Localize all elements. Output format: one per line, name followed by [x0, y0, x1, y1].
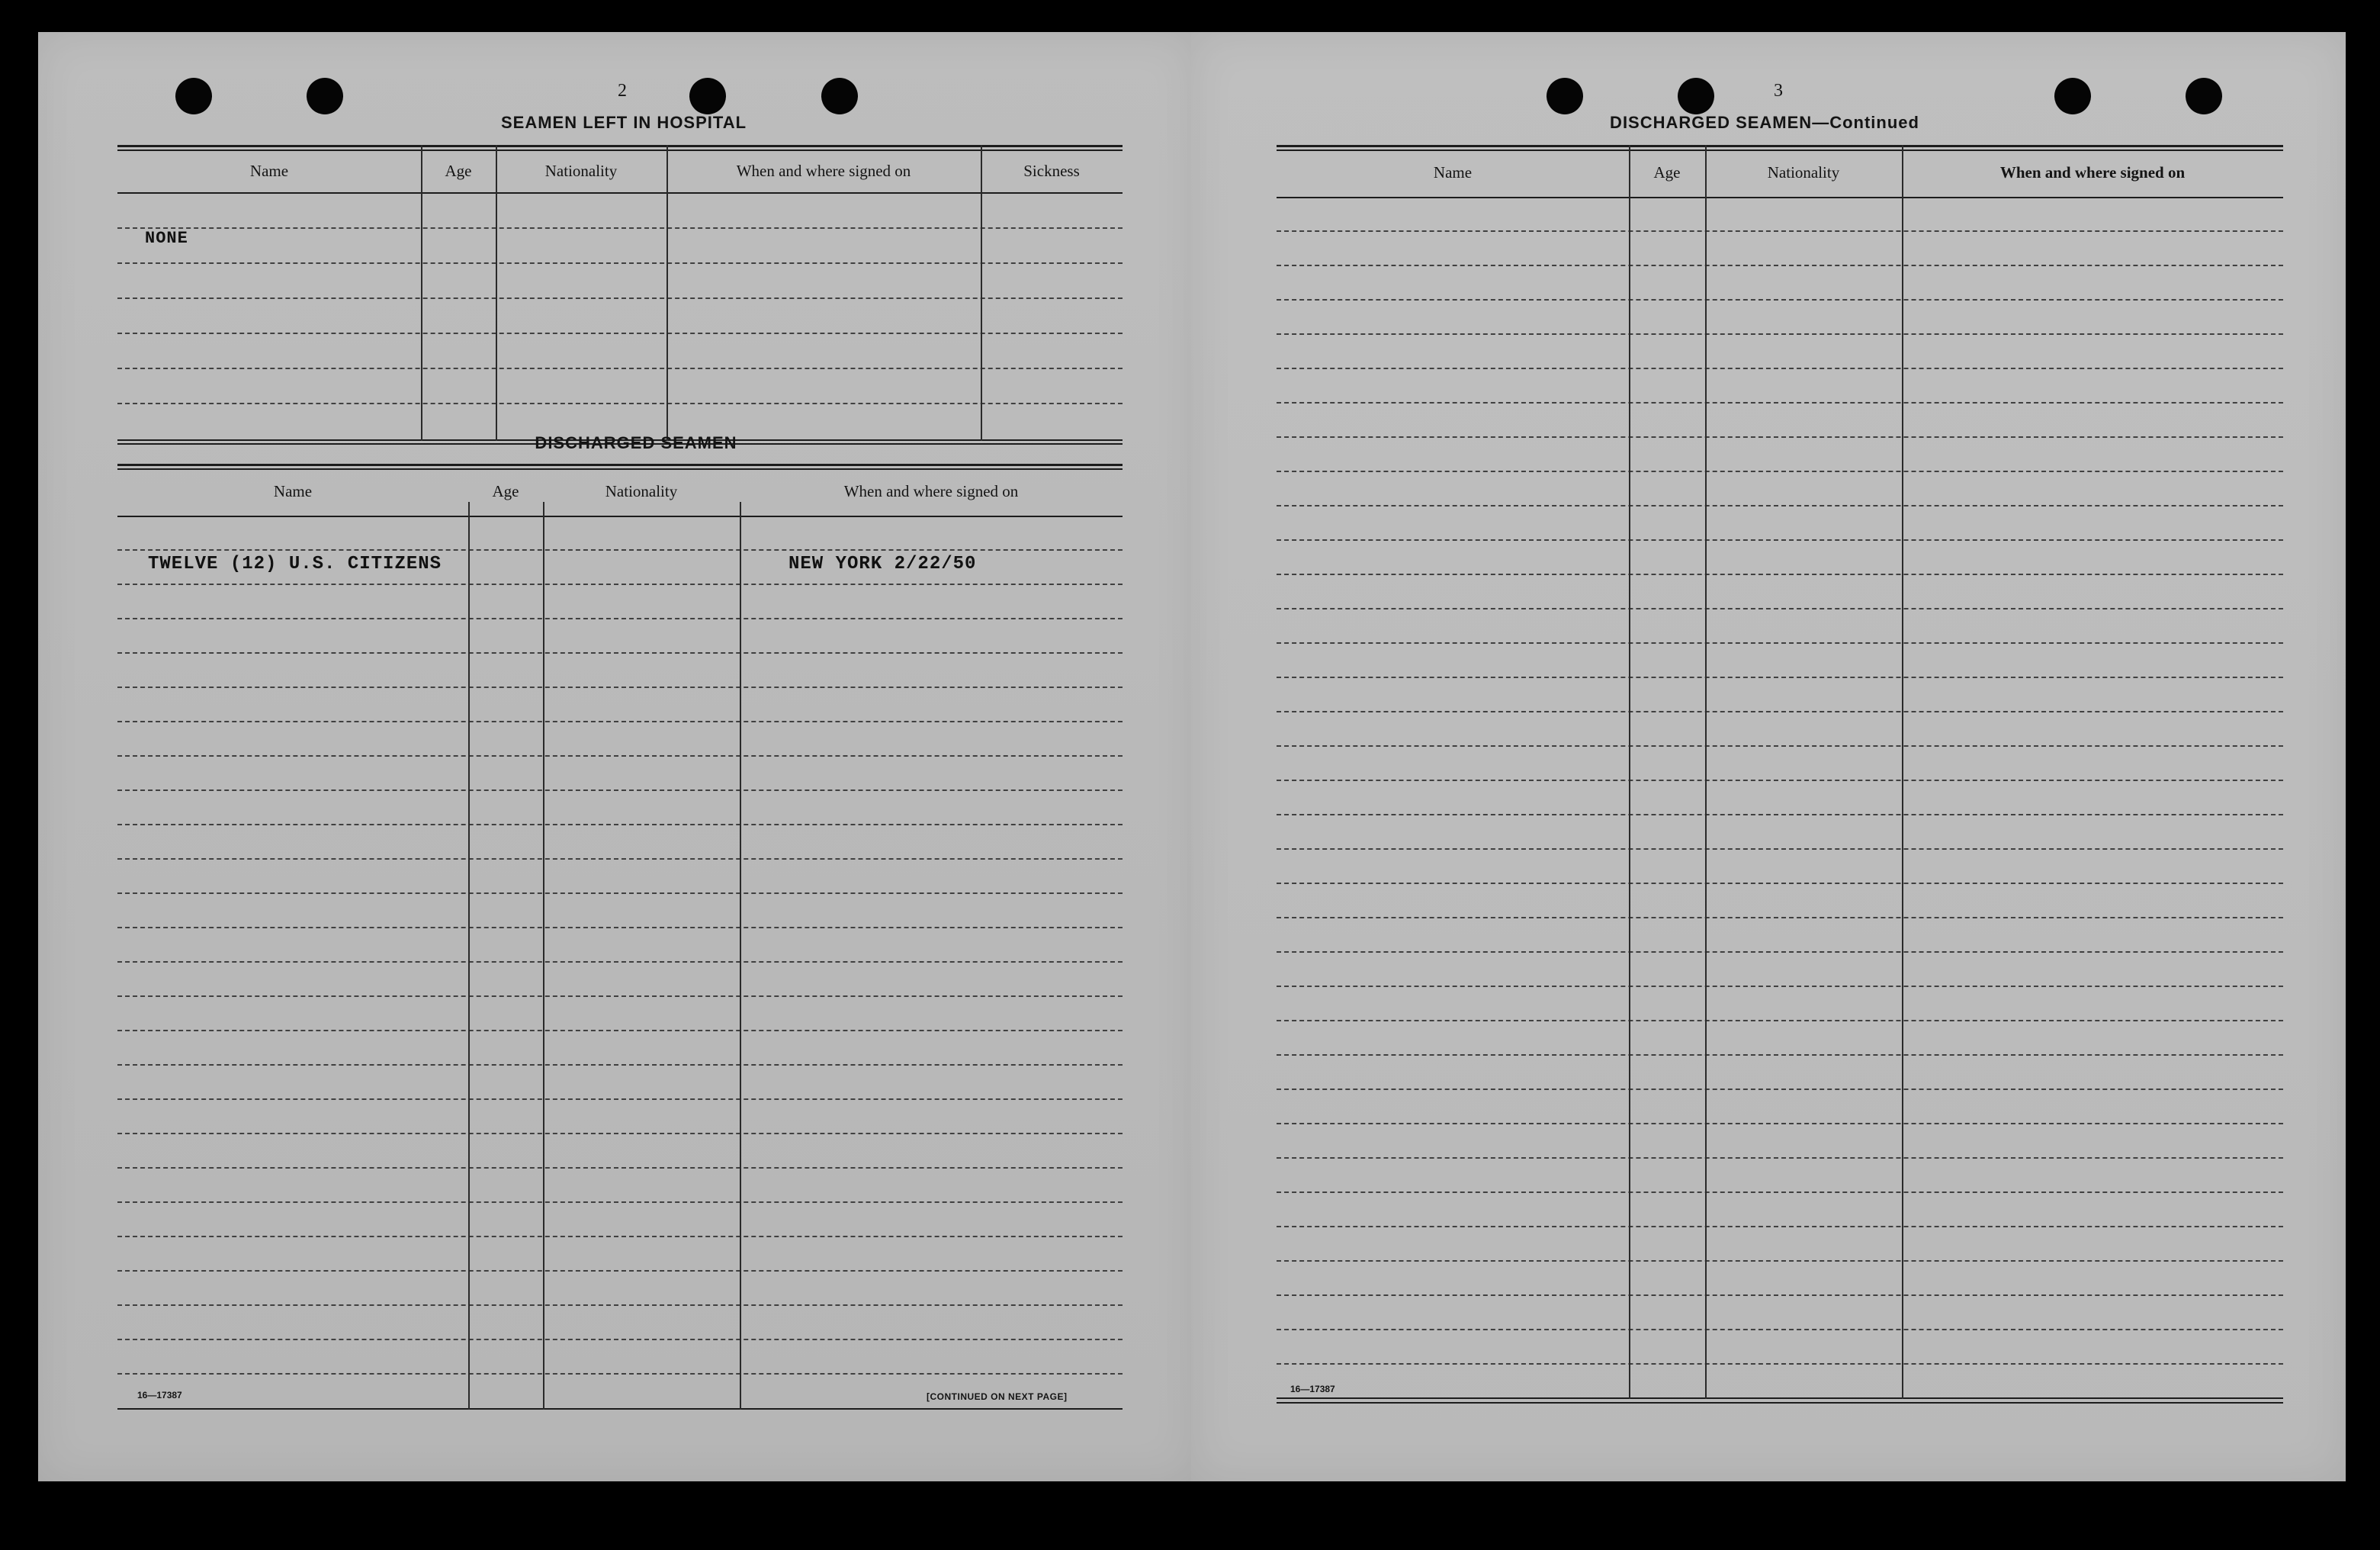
column-header-sickness: Sickness	[1023, 162, 1080, 180]
column-header-name: Name	[249, 162, 289, 180]
punch-hole	[689, 78, 726, 114]
column-header-nationality: Nationality	[605, 482, 678, 500]
punch-hole	[821, 78, 858, 114]
punch-hole	[1547, 78, 1583, 114]
column-header-nationality: Nationality	[544, 162, 618, 180]
column-header-signed-on: When and where signed on	[736, 162, 911, 180]
continued-table	[1277, 145, 2283, 1417]
discharged-entry-name: TWELVE (12) U.S. CITIZENS	[148, 554, 442, 574]
column-header-age: Age	[492, 482, 519, 500]
hospital-section-title: SEAMEN LEFT IN HOSPITAL	[500, 113, 747, 132]
continued-section-title: DISCHARGED SEAMEN—Continued	[1610, 113, 1919, 132]
discharged-entry-signed-on: NEW YORK 2/22/50	[789, 554, 977, 574]
continued-note: [CONTINUED ON NEXT PAGE]	[927, 1391, 1068, 1402]
column-header-age: Age	[1653, 163, 1681, 182]
punch-hole	[175, 78, 212, 114]
left-page	[38, 32, 1196, 1481]
page-number: 2	[618, 81, 627, 101]
column-header-name: Name	[273, 482, 313, 500]
form-code: 16—17387	[1290, 1384, 1335, 1394]
column-header-signed-on: When and where signed on	[843, 482, 1019, 500]
column-header-age: Age	[445, 162, 472, 180]
discharged-table	[117, 464, 1123, 1426]
hospital-entry-name: NONE	[145, 229, 188, 248]
punch-hole	[2186, 78, 2222, 114]
punch-hole	[2054, 78, 2091, 114]
discharged-section-title: DISCHARGED SEAMEN	[535, 433, 737, 452]
form-code: 16—17387	[137, 1390, 182, 1400]
right-page	[1191, 32, 2346, 1481]
page-number: 3	[1774, 81, 1783, 101]
column-header-nationality: Nationality	[1767, 163, 1840, 182]
punch-hole	[1678, 78, 1714, 114]
column-header-signed-on: When and where signed on	[1999, 163, 2186, 182]
column-header-name: Name	[1433, 163, 1473, 182]
punch-hole	[307, 78, 343, 114]
hospital-table	[117, 145, 1123, 445]
